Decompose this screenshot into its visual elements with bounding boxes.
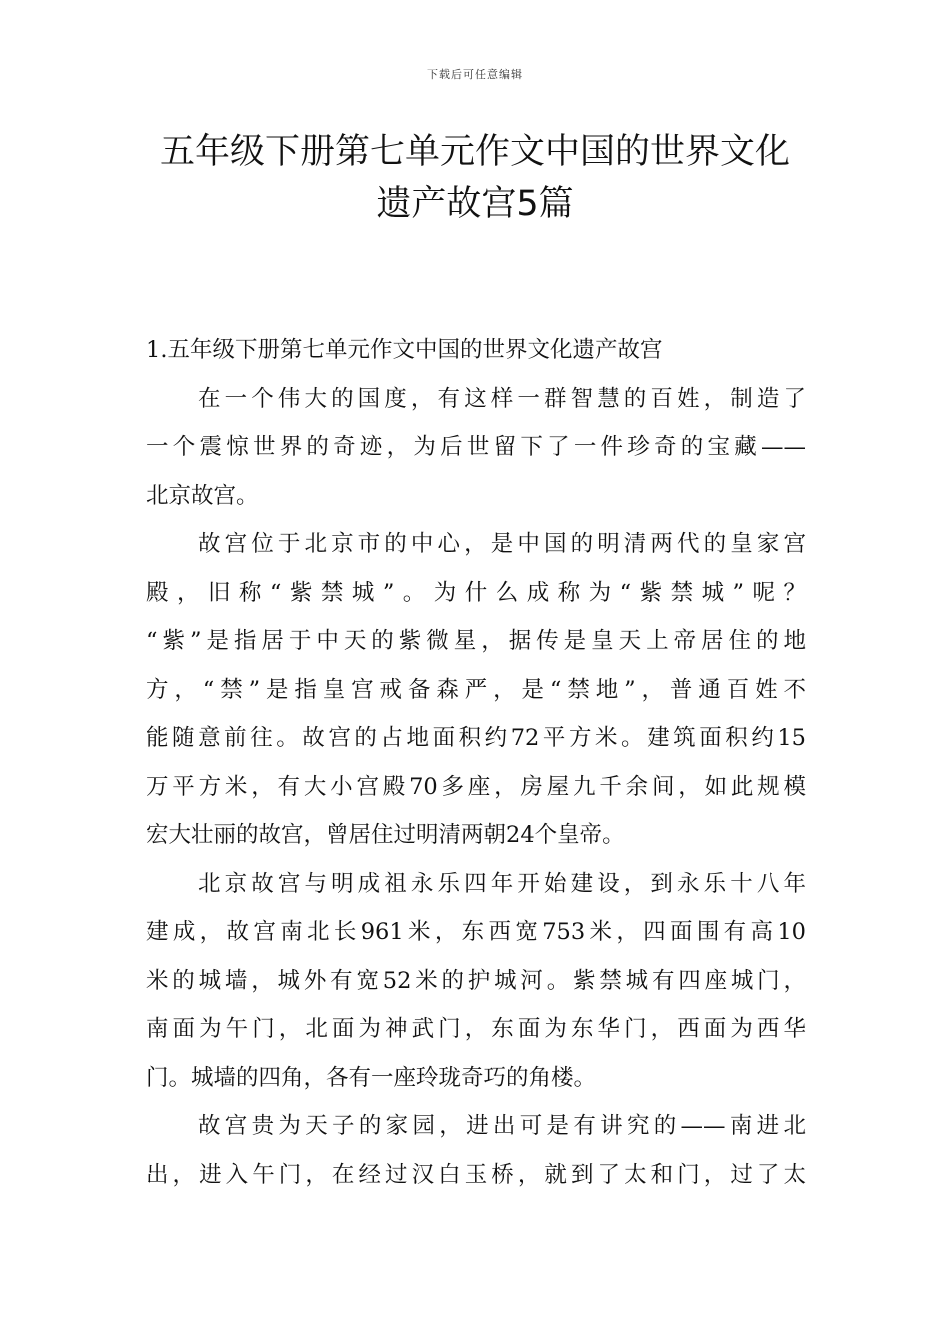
section-heading: 1.五年级下册第七单元作文中国的世界文化遗产故宫	[146, 337, 663, 363]
header-note: 下载后可任意编辑	[427, 68, 523, 81]
paragraph-2	[146, 520, 806, 860]
paragraph-line: “紫”是指居于中天的紫微星，据传是皇天上帝居住的地	[146, 628, 806, 654]
paragraph-line: 故宫贵为天子的家园，进出可是有讲究的——南进北	[198, 1113, 806, 1139]
paragraph-line: 故宫位于北京市的中心，是中国的明清两代的皇家宫	[198, 531, 806, 557]
paragraph-line: 在一个伟大的国度，有这样一群智慧的百姓，制造了	[198, 385, 806, 412]
paragraph-3	[146, 860, 806, 1103]
paragraph-line: 南面为午门，北面为神武门，东面为东华门，西面为西华	[146, 1016, 806, 1042]
paragraph-line: 一个震惊世界的奇迹，为后世留下了一件珍奇的宝藏——	[146, 434, 806, 460]
paragraph-line: 方，“禁”是指皇宫戒备森严，是“禁地”，普通百姓不	[146, 676, 806, 703]
document-body	[146, 326, 806, 1199]
paragraph-4	[146, 1102, 806, 1199]
paragraph-line: 出，进入午门，在经过汉白玉桥，就到了太和门，过了太	[146, 1161, 806, 1188]
title-line-1: 五年级下册第七单元作文中国的世界文化	[159, 132, 790, 172]
paragraph-line: 殿，旧称“紫禁城”。为什么成称为“紫禁城”呢？	[146, 579, 806, 606]
document-title	[120, 126, 830, 230]
paragraph-line: 万平方米，有大小宫殿70多座，房屋九千余间，如此规模	[146, 773, 806, 800]
title-line-2: 遗产故宫5篇	[376, 184, 574, 224]
paragraph-1	[146, 375, 806, 521]
paragraph-line: 米的城墙，城外有宽52米的护城河。紫禁城有四座城门，	[146, 967, 806, 994]
paragraph-line: 建成，故宫南北长961米，东西宽753米，四面围有高10	[146, 919, 806, 945]
paragraph-line: 宏大壮丽的故宫，曾居住过明清两朝24个皇帝。	[146, 822, 625, 848]
paragraph-line: 门。城墙的四角，各有一座玲珑奇巧的角楼。	[146, 1064, 597, 1091]
paragraph-line: 北京故宫。	[146, 482, 259, 509]
paragraph-line: 能随意前往。故宫的占地面积约72平方米。建筑面积约15	[146, 725, 806, 751]
paragraph-line: 北京故宫与明成祖永乐四年开始建设，到永乐十八年	[198, 870, 806, 897]
